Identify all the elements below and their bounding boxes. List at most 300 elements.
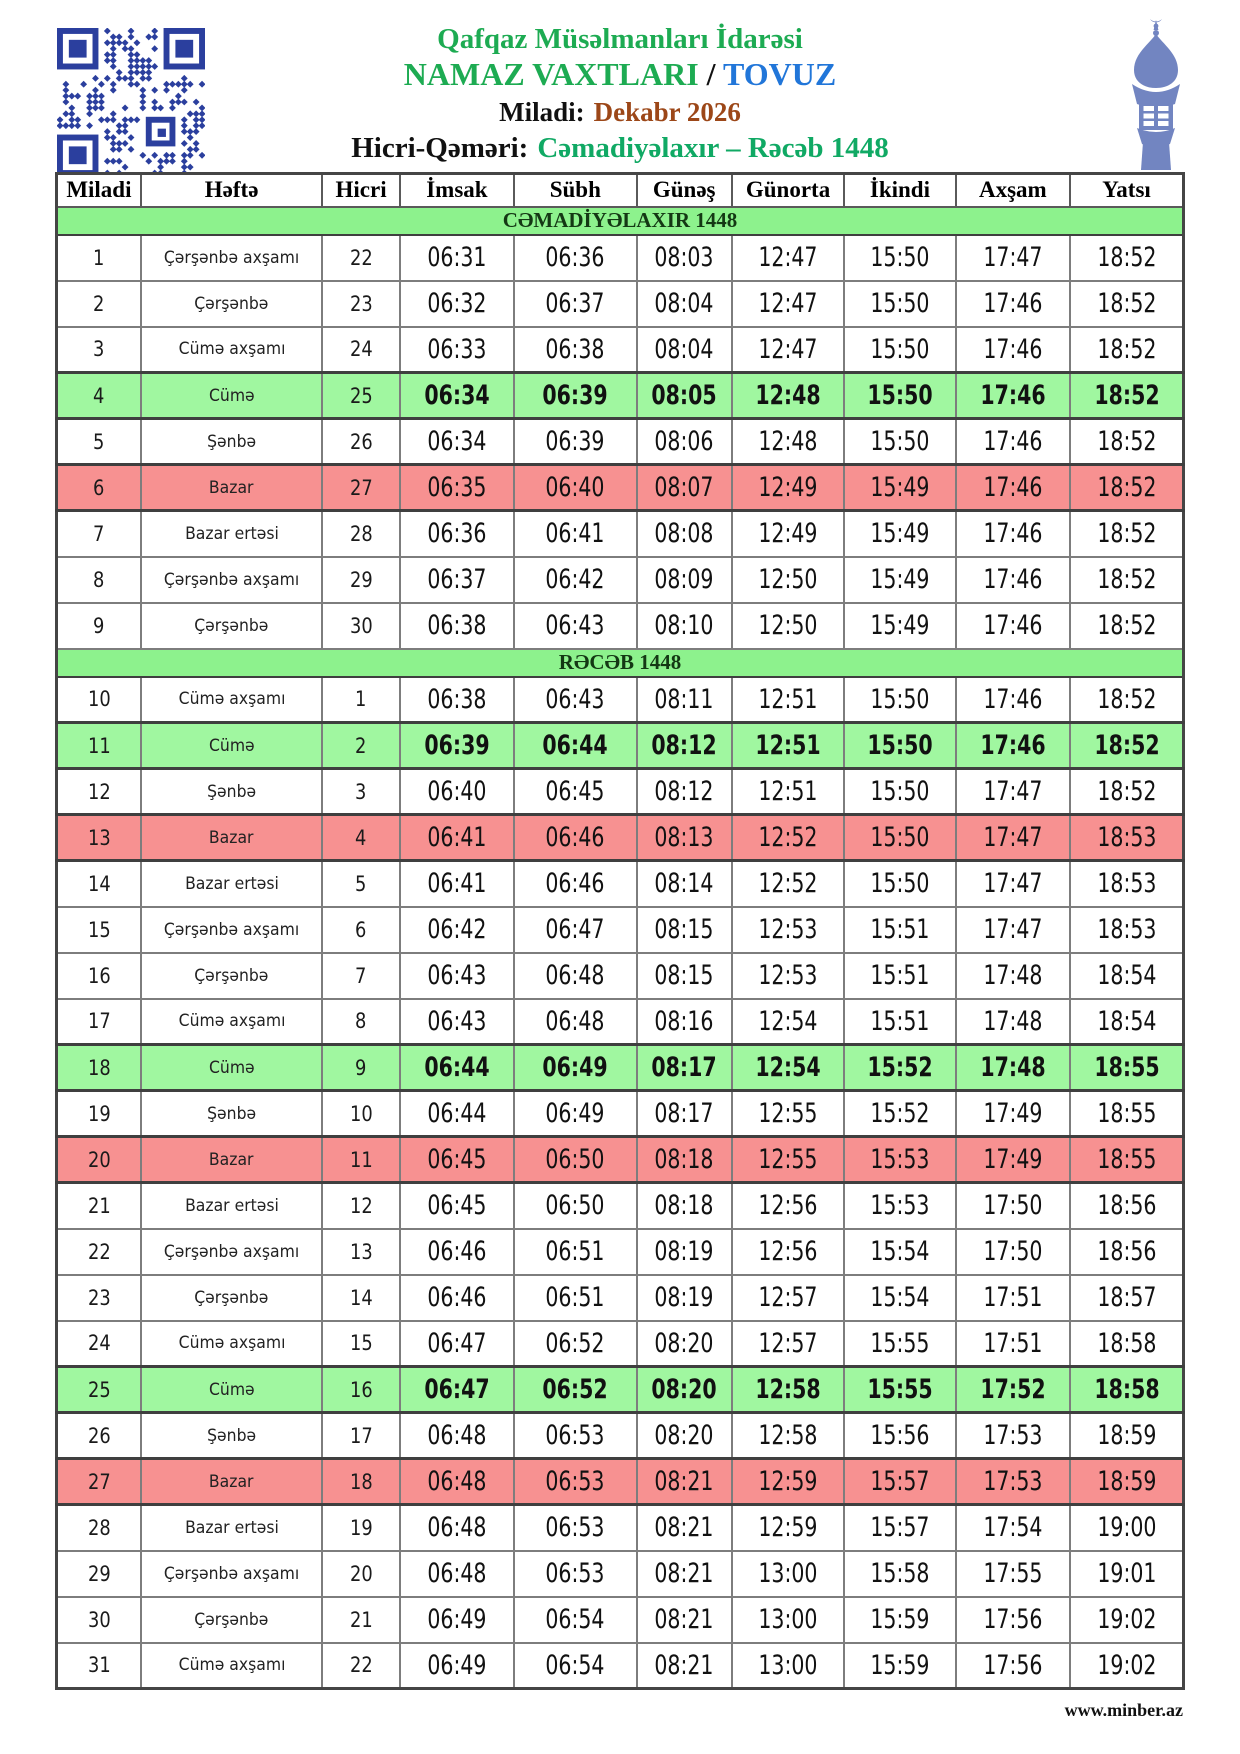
column-header-gunes: Günəş: [637, 174, 732, 207]
time-cell-gunes-text: 08:19: [654, 1236, 714, 1267]
miladi-cell: [57, 235, 141, 281]
day-row: [57, 1413, 1184, 1459]
time-cell-yatsi: [1070, 723, 1183, 769]
time-cell-imsak: [400, 1137, 514, 1183]
time-cell-axsam: [956, 907, 1070, 953]
time-cell-ikindi-text: 15:50: [870, 242, 930, 273]
weekday-cell-text: Bazar ertəsi: [184, 1195, 279, 1216]
miladi-cell-text: 11: [87, 733, 111, 758]
time-cell-ikindi-text: 15:56: [870, 1420, 930, 1451]
time-cell-ikindi-text: 15:52: [870, 1098, 930, 1129]
time-cell-imsak: [400, 953, 514, 999]
day-row: [57, 557, 1184, 603]
time-cell-imsak-text: 06:43: [427, 1005, 487, 1037]
hicri-cell: [322, 723, 399, 769]
time-cell-axsam-text: 17:46: [983, 683, 1043, 715]
time-cell-yatsi: [1070, 1551, 1183, 1597]
weekday-cell-text: Bazar: [209, 1471, 254, 1492]
time-cell-axsam-text: 17:52: [980, 1374, 1046, 1405]
hicri-cell-text: 22: [349, 1653, 373, 1678]
time-cell-gunorta: [732, 677, 844, 723]
miladi-cell: [57, 327, 141, 373]
hicri-cell-text: 6: [355, 917, 367, 942]
time-cell-imsak: [400, 677, 514, 723]
time-cell-gunes-text: 08:16: [654, 1005, 714, 1037]
time-cell-subh-text: 06:54: [545, 1604, 605, 1635]
miladi-cell: [57, 557, 141, 603]
miladi-cell-text: 14: [87, 871, 111, 896]
time-cell-axsam-text: 17:48: [980, 1052, 1046, 1083]
time-cell-axsam: [956, 769, 1070, 815]
miladi-cell-text: 15: [87, 917, 111, 942]
column-header-subh: Sübh: [514, 174, 636, 207]
time-cell-imsak-text: 06:38: [427, 610, 487, 641]
time-cell-yatsi: [1070, 1459, 1183, 1505]
time-cell-imsak-text: 06:45: [427, 1144, 487, 1175]
miladi-cell-text: 23: [87, 1285, 111, 1310]
time-cell-ikindi: [844, 1137, 955, 1183]
hicri-cell-text: 27: [349, 475, 373, 500]
time-cell-imsak-text: 06:48: [427, 1420, 487, 1451]
column-header-imsak: İmsak: [400, 174, 514, 207]
column-header-ikindi: İkindi: [844, 174, 955, 207]
time-cell-gunes: [637, 603, 732, 649]
miladi-cell: [57, 769, 141, 815]
time-cell-gunorta: [732, 861, 844, 907]
weekday-cell-text: Cümə axşamı: [178, 689, 286, 710]
column-header-hicri: Hicri: [322, 174, 399, 207]
time-cell-gunorta-text: 12:47: [758, 333, 818, 365]
time-cell-subh-text: 06:46: [545, 822, 605, 853]
time-cell-imsak-text: 06:44: [424, 1052, 490, 1083]
time-cell-subh: [514, 281, 636, 327]
time-cell-gunes: [637, 465, 732, 511]
time-cell-yatsi: [1070, 1229, 1183, 1275]
time-cell-yatsi-text: 19:02: [1096, 1604, 1157, 1635]
time-cell-yatsi-text: 18:52: [1096, 610, 1157, 641]
hicri-cell: [322, 281, 399, 327]
hicri-cell: [322, 677, 399, 723]
time-cell-ikindi: [844, 861, 955, 907]
time-cell-ikindi-text: 15:50: [870, 426, 930, 457]
time-cell-ikindi: [844, 419, 955, 465]
hicri-cell-text: 29: [349, 567, 373, 592]
time-cell-subh-text: 06:44: [542, 730, 608, 761]
hicri-cell-text: 9: [355, 1055, 367, 1080]
time-cell-imsak: [400, 1091, 514, 1137]
time-cell-gunes-text: 08:11: [654, 683, 714, 715]
time-cell-yatsi: [1070, 511, 1183, 557]
time-cell-axsam: [956, 1459, 1070, 1505]
miladi-cell-text: 29: [87, 1561, 111, 1586]
day-row: [57, 603, 1184, 649]
time-cell-yatsi: [1070, 1137, 1183, 1183]
time-cell-ikindi-text: 15:49: [870, 472, 930, 503]
time-cell-axsam: [956, 1321, 1070, 1367]
day-row: [57, 815, 1184, 861]
hicri-cell: [322, 1091, 399, 1137]
weekday-cell: [141, 861, 323, 907]
day-row: [57, 1229, 1184, 1275]
time-cell-imsak-text: 06:46: [427, 1282, 487, 1313]
time-cell-subh-text: 06:36: [545, 242, 605, 273]
day-row: [57, 861, 1184, 907]
time-cell-gunorta: [732, 235, 844, 281]
hicri-cell-text: 17: [349, 1423, 373, 1448]
weekday-cell: [141, 373, 323, 419]
hicri-cell: [322, 861, 399, 907]
time-cell-yatsi-text: 18:52: [1096, 776, 1157, 807]
time-cell-ikindi: [844, 465, 955, 511]
time-cell-yatsi: [1070, 419, 1183, 465]
time-cell-yatsi: [1070, 373, 1183, 419]
miladi-cell: [57, 1367, 141, 1413]
time-cell-yatsi: [1070, 327, 1183, 373]
time-cell-ikindi: [844, 1505, 955, 1551]
time-cell-yatsi: [1070, 1367, 1183, 1413]
miladi-cell: [57, 1459, 141, 1505]
time-cell-ikindi: [844, 953, 955, 999]
weekday-cell: [141, 603, 323, 649]
time-cell-gunorta: [732, 419, 844, 465]
day-row: [57, 235, 1184, 281]
time-cell-gunorta: [732, 815, 844, 861]
time-cell-axsam: [956, 419, 1070, 465]
time-cell-imsak-text: 06:31: [427, 242, 487, 273]
time-cell-subh: [514, 1321, 636, 1367]
weekday-cell-text: Bazar: [209, 827, 254, 848]
time-cell-ikindi-text: 15:51: [870, 960, 930, 991]
time-cell-imsak-text: 06:46: [427, 1236, 487, 1267]
time-cell-gunorta: [732, 1551, 844, 1597]
time-cell-subh-text: 06:37: [545, 288, 605, 319]
miladi-cell: [57, 861, 141, 907]
time-cell-imsak-text: 06:32: [427, 288, 487, 319]
time-cell-gunorta-text: 12:56: [758, 1236, 818, 1267]
miladi-cell: [57, 1551, 141, 1597]
time-cell-ikindi: [844, 723, 955, 769]
time-cell-imsak: [400, 907, 514, 953]
time-cell-ikindi: [844, 327, 955, 373]
miladi-cell-text: 6: [93, 475, 105, 500]
time-cell-gunorta: [732, 511, 844, 557]
time-cell-gunes-text: 08:06: [654, 426, 714, 457]
hicri-cell: [322, 1321, 399, 1367]
time-cell-ikindi-text: 15:51: [870, 914, 930, 945]
time-cell-yatsi: [1070, 557, 1183, 603]
time-cell-gunorta: [732, 1183, 844, 1229]
weekday-cell-text: Şənbə: [207, 1103, 257, 1124]
time-cell-gunorta-text: 12:59: [758, 1512, 818, 1544]
time-cell-imsak-text: 06:41: [427, 868, 487, 900]
time-cell-ikindi-text: 15:55: [867, 1374, 933, 1405]
time-cell-imsak: [400, 373, 514, 419]
time-cell-yatsi: [1070, 769, 1183, 815]
weekday-cell-text: Bazar ertəsi: [184, 523, 279, 544]
time-cell-axsam: [956, 1091, 1070, 1137]
time-cell-subh: [514, 861, 636, 907]
time-cell-axsam: [956, 1551, 1070, 1597]
weekday-cell: [141, 557, 323, 603]
time-cell-subh: [514, 1413, 636, 1459]
time-cell-gunes-text: 08:03: [654, 242, 714, 273]
miladi-cell-text: 4: [93, 383, 105, 408]
time-cell-gunorta-text: 12:48: [755, 380, 821, 411]
hicri-cell-text: 1: [355, 687, 367, 712]
time-cell-gunorta: [732, 603, 844, 649]
hicri-cell: [322, 511, 399, 557]
time-cell-gunes: [637, 907, 732, 953]
time-cell-gunorta-text: 12:56: [758, 1190, 818, 1222]
column-header-gunorta: Günorta: [732, 174, 844, 207]
miladi-cell: [57, 1137, 141, 1183]
hicri-cell: [322, 769, 399, 815]
time-cell-gunes-text: 08:15: [654, 914, 714, 945]
time-cell-imsak-text: 06:35: [427, 472, 487, 503]
column-header-yatsi: Yatsı: [1070, 174, 1183, 207]
miladi-cell: [57, 907, 141, 953]
time-cell-imsak: [400, 327, 514, 373]
miladi-cell-text: 27: [87, 1469, 111, 1494]
weekday-cell-text: Cümə axşamı: [178, 1333, 286, 1354]
time-cell-imsak-text: 06:42: [427, 914, 487, 945]
miladi-cell: [57, 1229, 141, 1275]
miladi-cell-text: 21: [87, 1193, 111, 1218]
time-cell-subh: [514, 677, 636, 723]
time-cell-imsak: [400, 419, 514, 465]
miladi-cell: [57, 1183, 141, 1229]
time-cell-axsam-text: 17:47: [983, 822, 1043, 853]
miladi-cell-text: 7: [93, 521, 105, 546]
time-cell-imsak-text: 06:49: [427, 1649, 487, 1681]
time-cell-gunorta: [732, 953, 844, 999]
city-name: TOVUZ: [722, 56, 837, 93]
time-cell-imsak: [400, 769, 514, 815]
weekday-cell: [141, 465, 323, 511]
time-cell-yatsi: [1070, 1643, 1183, 1689]
time-cell-ikindi: [844, 677, 955, 723]
weekday-cell-text: Cümə: [208, 735, 255, 756]
time-cell-axsam-text: 17:50: [983, 1236, 1043, 1267]
time-cell-imsak: [400, 281, 514, 327]
miladi-label: Miladi:: [499, 96, 585, 127]
column-header-hefte: Həftə: [141, 174, 323, 207]
time-cell-gunes-text: 08:07: [654, 472, 714, 503]
day-row: [57, 1505, 1184, 1551]
weekday-cell: [141, 1413, 323, 1459]
time-cell-gunorta: [732, 1459, 844, 1505]
time-cell-axsam: [956, 1597, 1070, 1643]
time-cell-imsak-text: 06:39: [424, 730, 490, 761]
weekday-cell-text: Cümə axşamı: [178, 1655, 286, 1676]
time-cell-gunorta-text: 12:53: [758, 960, 818, 991]
time-cell-gunes: [637, 1183, 732, 1229]
time-cell-subh: [514, 1367, 636, 1413]
hicri-cell-text: 14: [349, 1285, 373, 1310]
weekday-cell-text: Çərşənbə axşamı: [163, 247, 300, 268]
time-cell-ikindi-text: 15:59: [870, 1649, 930, 1681]
time-cell-axsam: [956, 235, 1070, 281]
time-cell-gunorta-text: 12:47: [758, 242, 818, 273]
time-cell-gunes: [637, 1367, 732, 1413]
time-cell-gunorta: [732, 907, 844, 953]
weekday-cell-text: Bazar ertəsi: [184, 873, 279, 894]
time-cell-gunes: [637, 1229, 732, 1275]
day-row: [57, 373, 1184, 419]
hicri-cell-text: 3: [355, 779, 367, 804]
time-cell-yatsi: [1070, 465, 1183, 511]
time-cell-yatsi-text: 18:52: [1093, 730, 1160, 761]
time-cell-ikindi-text: 15:50: [870, 776, 930, 807]
time-cell-ikindi-text: 15:50: [870, 333, 930, 365]
weekday-cell-text: Çərşənbə: [194, 293, 269, 314]
weekday-cell: [141, 1183, 323, 1229]
miladi-line: [0, 97, 1240, 129]
time-cell-imsak: [400, 603, 514, 649]
weekday-cell: [141, 1137, 323, 1183]
time-cell-imsak-text: 06:48: [427, 1558, 487, 1589]
time-cell-axsam: [956, 1413, 1070, 1459]
time-cell-yatsi: [1070, 1321, 1183, 1367]
section-header-row: [57, 207, 1184, 235]
time-cell-yatsi-text: 18:52: [1096, 288, 1157, 319]
time-cell-gunes: [637, 1459, 732, 1505]
time-cell-gunes: [637, 1275, 732, 1321]
section-header-row: [57, 649, 1184, 677]
time-cell-gunes-text: 08:13: [654, 822, 714, 853]
weekday-cell: [141, 999, 323, 1045]
time-cell-imsak: [400, 1413, 514, 1459]
time-cell-axsam-text: 17:53: [983, 1420, 1043, 1451]
time-cell-axsam: [956, 999, 1070, 1045]
time-cell-gunes: [637, 419, 732, 465]
weekday-cell-text: Çərşənbə: [194, 615, 269, 636]
hicri-cell-text: 15: [349, 1331, 373, 1356]
time-cell-gunorta: [732, 1505, 844, 1551]
weekday-cell: [141, 281, 323, 327]
time-cell-imsak-text: 06:38: [427, 683, 487, 715]
weekday-cell: [141, 1229, 323, 1275]
day-row: [57, 1091, 1184, 1137]
time-cell-ikindi: [844, 999, 955, 1045]
time-cell-gunorta-text: 12:49: [758, 472, 818, 503]
miladi-value: Dekabr 2026: [593, 96, 741, 127]
time-cell-gunes-text: 08:04: [654, 333, 714, 365]
miladi-cell-text: 25: [87, 1377, 111, 1402]
miladi-cell: [57, 1643, 141, 1689]
page-title: [0, 56, 1240, 94]
time-cell-ikindi-text: 15:50: [870, 822, 930, 853]
time-cell-imsak-text: 06:34: [424, 380, 490, 411]
weekday-cell-text: Cümə: [208, 385, 255, 406]
miladi-cell: [57, 373, 141, 419]
time-cell-axsam-text: 17:49: [983, 1144, 1043, 1175]
time-cell-gunes-text: 08:18: [654, 1144, 714, 1175]
time-cell-gunorta-text: 12:51: [758, 683, 818, 715]
miladi-cell-text: 9: [93, 613, 105, 638]
time-cell-ikindi-text: 15:55: [870, 1327, 930, 1359]
time-cell-ikindi: [844, 1045, 955, 1091]
hicri-cell: [322, 557, 399, 603]
time-cell-imsak-text: 06:40: [427, 776, 487, 807]
time-cell-imsak: [400, 861, 514, 907]
weekday-cell-text: Çərşənbə axşamı: [163, 1241, 300, 1262]
time-cell-axsam: [956, 557, 1070, 603]
hicri-cell: [322, 999, 399, 1045]
section-title: RƏCƏB 1448: [57, 649, 1184, 677]
time-cell-ikindi-text: 15:49: [870, 610, 930, 641]
time-cell-axsam-text: 17:49: [983, 1098, 1043, 1129]
hicri-cell-text: 4: [355, 825, 367, 850]
weekday-cell-text: Cümə: [208, 1057, 255, 1078]
time-cell-yatsi-text: 18:59: [1096, 1466, 1157, 1497]
time-cell-gunorta: [732, 1275, 844, 1321]
time-cell-gunorta: [732, 1413, 844, 1459]
time-cell-axsam-text: 17:46: [983, 426, 1043, 457]
time-cell-axsam: [956, 373, 1070, 419]
time-cell-imsak: [400, 511, 514, 557]
day-row: [57, 1275, 1184, 1321]
day-row: [57, 1551, 1184, 1597]
time-cell-gunes-text: 08:21: [654, 1604, 714, 1635]
time-cell-ikindi: [844, 511, 955, 557]
time-cell-yatsi-text: 19:00: [1096, 1512, 1157, 1544]
day-row: [57, 281, 1184, 327]
time-cell-ikindi: [844, 1459, 955, 1505]
miladi-cell-text: 31: [87, 1653, 111, 1678]
time-cell-subh: [514, 1183, 636, 1229]
day-row: [57, 1597, 1184, 1643]
time-cell-subh: [514, 1551, 636, 1597]
time-cell-axsam-text: 17:55: [983, 1558, 1043, 1589]
hicri-cell-text: 30: [349, 613, 373, 638]
hicri-cell: [322, 815, 399, 861]
hicri-cell: [322, 1367, 399, 1413]
time-cell-gunes-text: 08:09: [654, 564, 714, 595]
time-cell-subh-text: 06:43: [545, 610, 605, 641]
miladi-cell-text: 5: [93, 429, 105, 454]
hicri-cell-text: 23: [349, 291, 373, 316]
day-row: [57, 419, 1184, 465]
time-cell-subh-text: 06:42: [545, 564, 605, 595]
miladi-cell: [57, 953, 141, 999]
hicri-cell: [322, 1137, 399, 1183]
miladi-cell-text: 26: [87, 1423, 111, 1448]
time-cell-subh: [514, 815, 636, 861]
time-cell-gunes: [637, 815, 732, 861]
time-cell-subh: [514, 723, 636, 769]
time-cell-yatsi-text: 18:59: [1096, 1420, 1157, 1451]
time-cell-gunorta-text: 12:57: [758, 1282, 818, 1313]
hicri-cell: [322, 327, 399, 373]
time-cell-imsak: [400, 1183, 514, 1229]
time-cell-gunorta: [732, 1597, 844, 1643]
time-cell-gunes-text: 08:21: [654, 1649, 714, 1681]
prayer-times-table: [55, 172, 1185, 1690]
time-cell-axsam: [956, 465, 1070, 511]
time-cell-gunes: [637, 723, 732, 769]
hicri-cell: [322, 1643, 399, 1689]
section-title: CƏMADİYƏLAXIR 1448: [57, 207, 1184, 235]
miladi-cell: [57, 511, 141, 557]
miladi-cell: [57, 419, 141, 465]
weekday-cell: [141, 677, 323, 723]
time-cell-gunes: [637, 557, 732, 603]
weekday-cell: [141, 511, 323, 557]
weekday-cell-text: Çərşənbə: [194, 1609, 269, 1630]
time-cell-gunes-text: 08:08: [654, 518, 714, 550]
day-row: [57, 907, 1184, 953]
